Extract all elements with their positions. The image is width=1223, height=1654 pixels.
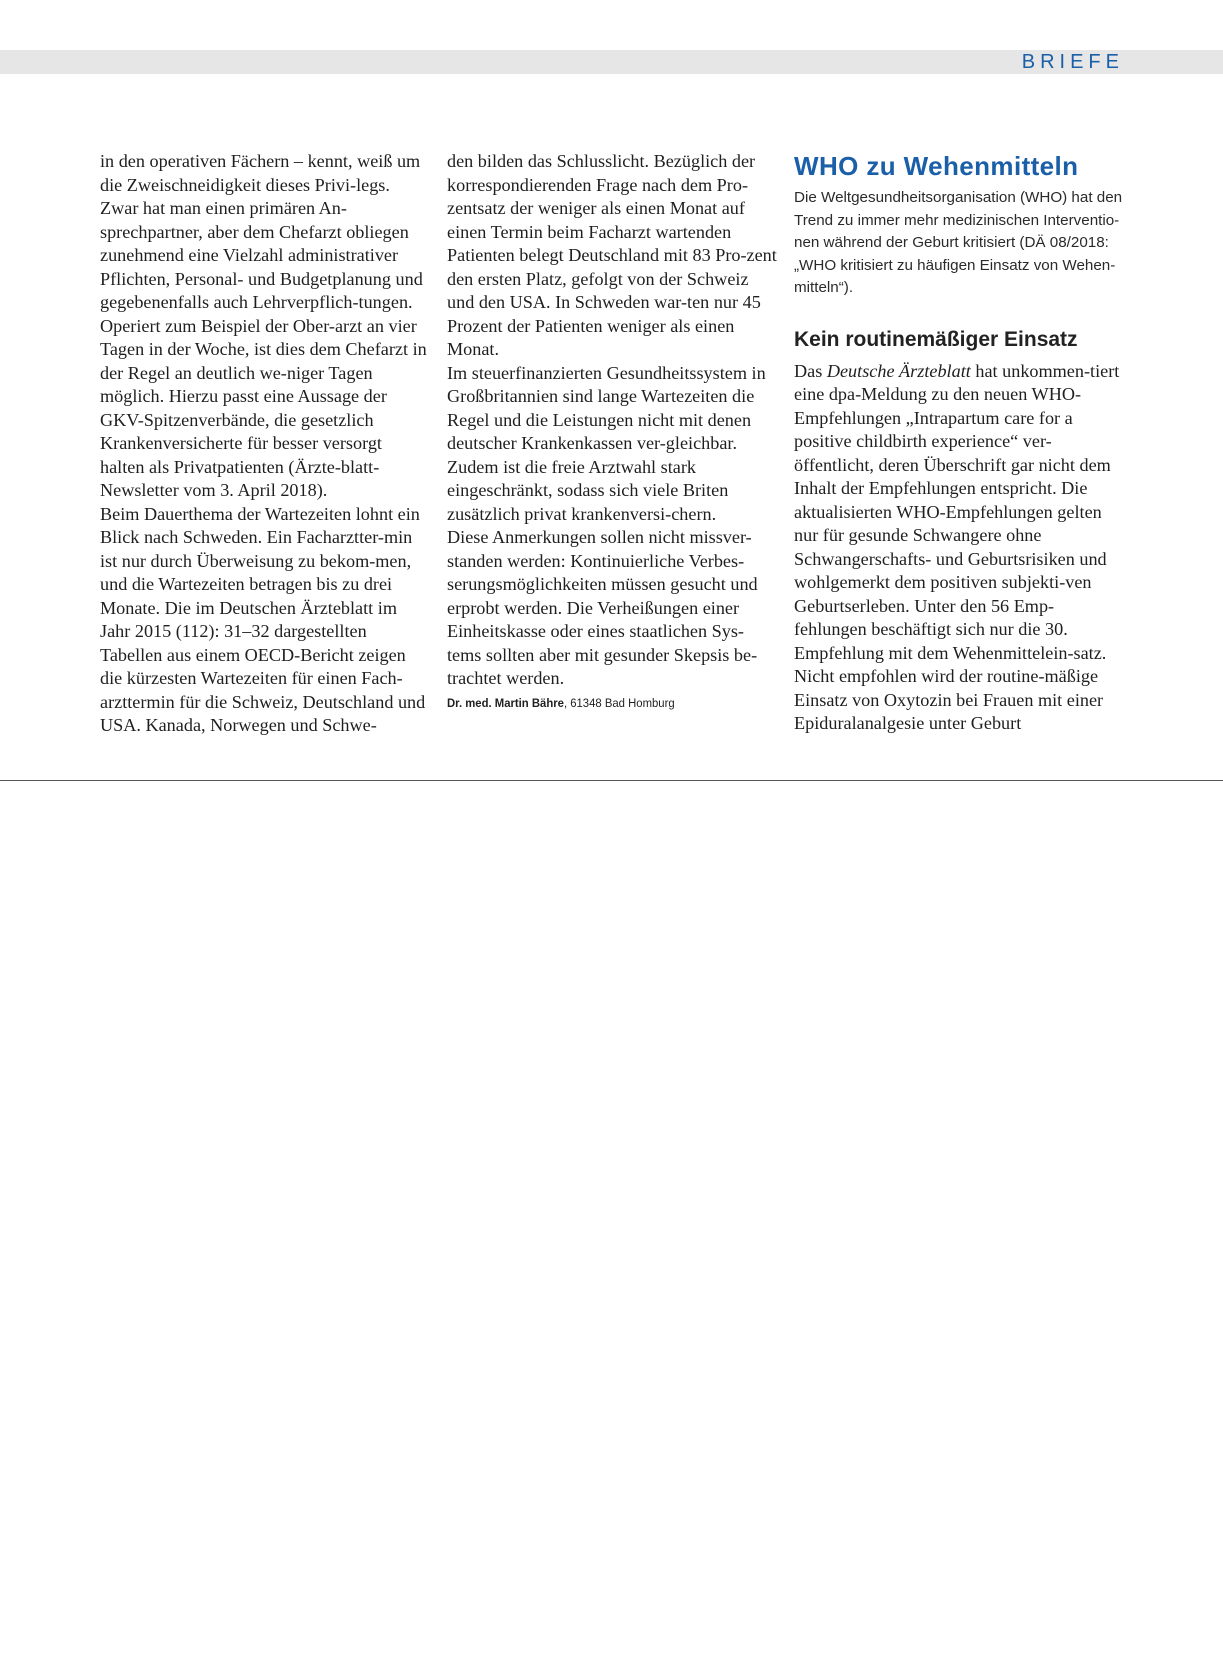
paragraph: den bilden das Schlusslicht. Bezüglich der korrespondierenden Frage nach dem Pro-zentsatz der weniger als einen Monat auf einen Termin beim Facharzt wartenden Patienten belegt Deutschland mit 83 Pro-zent den ersten Platz, gefolgt von der Schweiz und den USA. In Schweden war-ten nur 45 Prozent der Patienten weniger als einen Monat. xyxy=(447,151,777,359)
letter-signature xyxy=(447,694,751,712)
body-text: Das xyxy=(794,360,827,381)
publication-name: Deutsche Ärzteblatt xyxy=(826,360,971,381)
letter-headline: Kein routinemäßiger Einsatz xyxy=(794,327,1078,351)
article-title: WHO zu Wehenmitteln xyxy=(794,151,1079,181)
column-right xyxy=(794,150,1124,736)
paragraph xyxy=(794,360,1124,736)
body-text: hat unkommen-tiert eine dpa-Meldung zu den neuen WHO-Empfehlungen „Intrapartum care for a positive childbirth experience“ ver-öffentlicht, deren Überschrift gar nicht dem Inhalt der Empfehlungen entspricht. Die aktualisierten WHO-Empfehlungen gelten nur für gesunde Schwangere ohne Schwangerschafts- und Geburtsrisiken und wohlgemerkt dem positiven subjekti-ven Geburtserleben. Unter den 56 Emp-fehlungen beschäftigt sich nur die 30. Empfehlung mit dem Wehenmittelein-satz. Nicht empfohlen wird der routine-mäßige Einsatz von Oxytozin bei Frauen mit einer Epiduralanalgesie unter Geburt xyxy=(794,360,1120,733)
article-intro: Die Weltgesundheitsorganisation (WHO) hat den Trend zu immer mehr medizinischen Interventio-nen während der Geburt kritisiert (DÄ 08/2018: „WHO kritisiert zu häufigen Einsatz von Wehen-mitteln“). xyxy=(794,189,1123,296)
paragraph: Im steuerfinanzierten Gesundheitssystem in Großbritannien sind lange Wartezeiten die Regel und die Leistungen nicht mit denen deutscher Krankenkassen ver-gleichbar. Zudem ist die freie Arztwahl stark eingeschränkt, sodass sich viele Briten zusätzlich privat krankenversi-chern. xyxy=(447,362,766,524)
signature-name: Dr. med. Martin Bähre xyxy=(447,695,564,710)
column-left xyxy=(100,150,430,738)
section-label: BRIEFE xyxy=(1021,51,1124,73)
bottom-divider xyxy=(0,780,1223,781)
paragraph: in den operativen Fächern – kennt, weiß um die Zweischneidigkeit dieses Privi-legs. Zwar hat man einen primären An-sprechpartner, aber dem Chefarzt obliegen zunehmend eine Vielzahl administrativer Pflichten, Personal- und Budgetplanung und gegebenenfalls auch Lehrverpflich-tungen. Operiert zum Beispiel der Ober-arzt an vier Tagen in der Woche, ist dies dem Chefarzt in der Regel an deutlich we-niger Tagen möglich. Hierzu passt eine Aussage der GKV-Spitzenverbände, die gesetzlich Krankenversicherte für besser versorgt halten als Privatpatienten (Ärzte-blatt-Newsletter vom 3. April 2018). xyxy=(100,151,427,500)
signature-place: , 61348 Bad Homburg xyxy=(563,695,675,710)
paragraph: Diese Anmerkungen sollen nicht missver-standen werden: Kontinuierliche Verbes-serungsmöglichkeiten müssen gesucht und erprobt werden. Die Verheißungen einer Einheitskasse oder eines staatlichen Sys-tems sollten aber mit gesunder Skepsis be-trachtet werden. xyxy=(447,527,758,688)
paragraph: Beim Dauerthema der Wartezeiten lohnt ein Blick nach Schweden. Ein Facharztter-min ist nur durch Überweisung zu bekom-men, und die Wartezeiten betragen bis zu drei Monate. Die im Deutschen Ärzteblatt im Jahr 2015 (112): 31–32 dargestellten Tabellen aus einem OECD-Bericht zeigen die kürzesten Wartezeiten für einen Fach-arzttermin für die Schweiz, Deutschland und USA. Kanada, Norwegen und Schwe- xyxy=(100,503,426,735)
column-middle xyxy=(447,150,777,712)
